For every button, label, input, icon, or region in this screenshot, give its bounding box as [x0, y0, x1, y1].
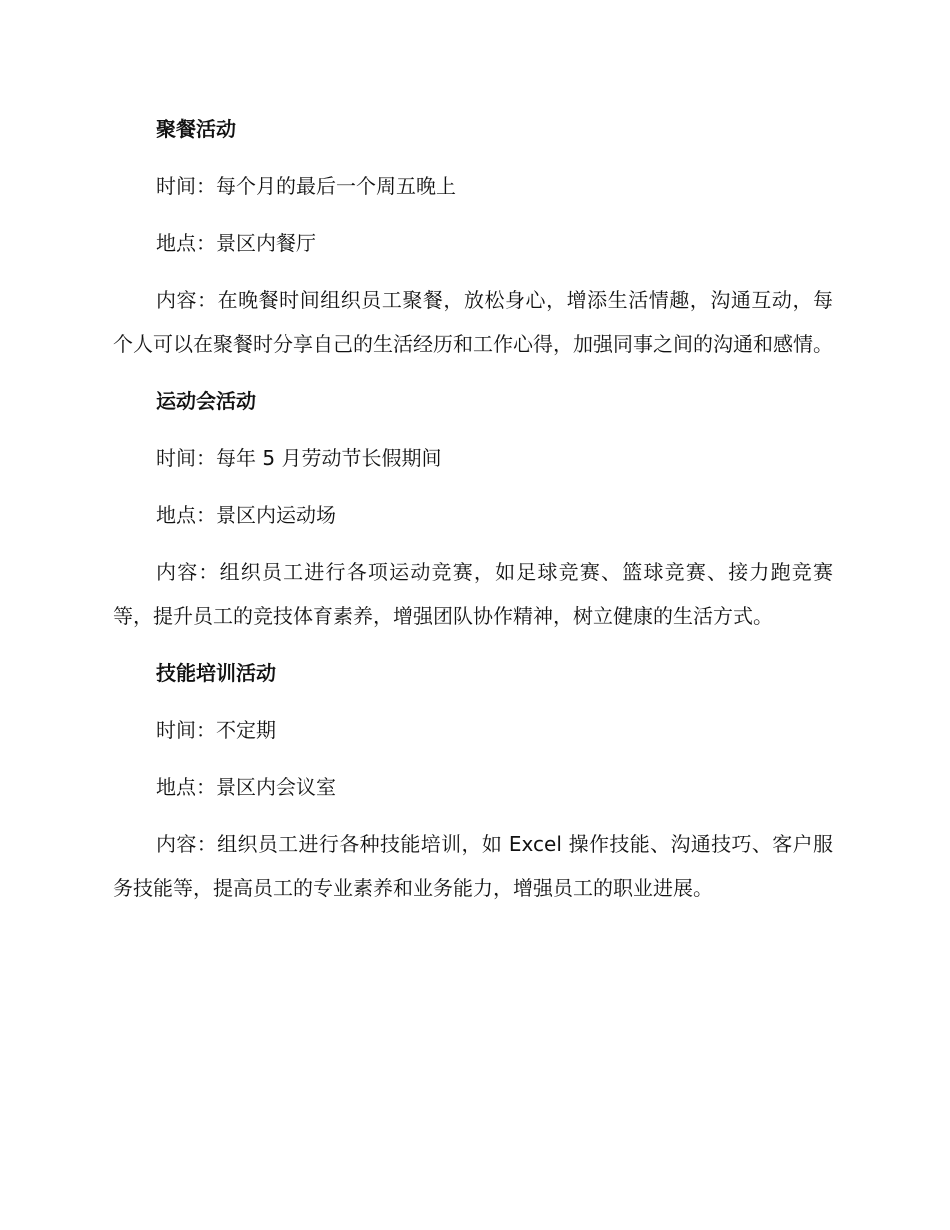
- section-title: 聚餐活动: [156, 117, 236, 141]
- section-time: 时间：不定期: [156, 718, 276, 742]
- section-content: 内容：在晚餐时间组织员工聚餐，放松身心，增添生活情趣，沟通互动，每个人可以在聚餐时分享自己的生活经历和工作心得，加强同事之间的沟通和感情。: [113, 288, 833, 356]
- section-place: 地点：景区内餐厅: [156, 231, 316, 255]
- section-content: 内容：组织员工进行各项运动竞赛，如足球竞赛、篮球竞赛、接力跑竞赛等，提升员工的竞技体育素养，增强团队协作精神，树立健康的生活方式。: [113, 560, 833, 628]
- document-page: [113, 107, 833, 923]
- section-time: 时间：每个月的最后一个周五晚上: [156, 174, 456, 198]
- section-time: 时间：每年 5 月劳动节长假期间: [156, 446, 442, 470]
- section-training: [113, 651, 833, 910]
- section-content: 内容：组织员工进行各种技能培训，如 Excel 操作技能、沟通技巧、客户服务技能等，提高员工的专业素养和业务能力，增强员工的职业进展。: [113, 832, 833, 900]
- section-place: 地点：景区内会议室: [156, 775, 336, 799]
- section-sports: [113, 379, 833, 638]
- section-place: 地点：景区内运动场: [156, 503, 336, 527]
- section-title: 运动会活动: [156, 389, 256, 413]
- section-title: 技能培训活动: [156, 661, 276, 685]
- section-dinner: [113, 107, 833, 366]
